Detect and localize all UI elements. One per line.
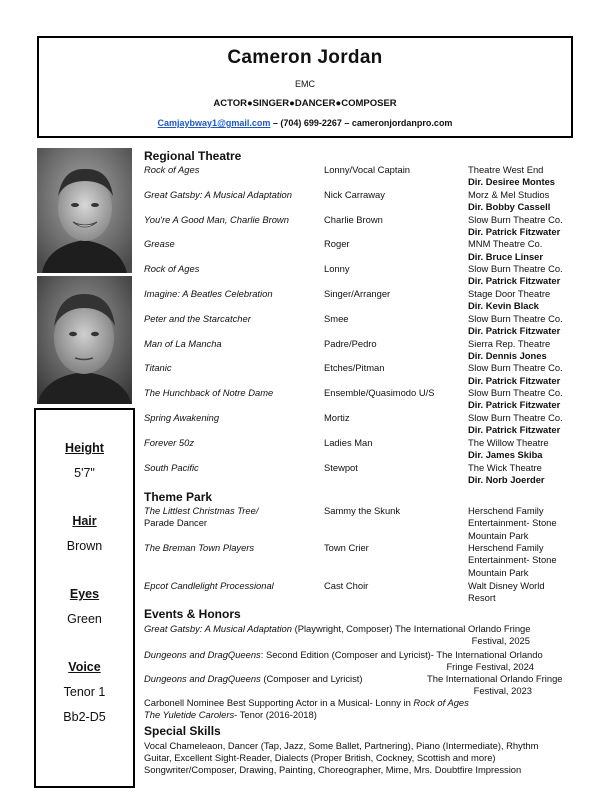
event-5-detail: - Tenor (2016-2018): [234, 709, 317, 720]
credit-role: Mortiz: [324, 412, 350, 423]
credit-director: Dir. Kevin Black: [468, 300, 539, 312]
contact-line: [39, 118, 571, 128]
height-value: 5'7": [74, 466, 95, 480]
credit-role: Padre/Pedro: [324, 337, 377, 349]
credit-role: Etches/Pitman: [324, 362, 385, 374]
credit-director: Dir. Norb Joerder: [468, 473, 545, 485]
credit-director: Dir. Bobby Cassell: [468, 201, 551, 213]
event-3-detail: (Composer and Lyricist): [260, 673, 363, 684]
credit-show: Great Gatsby: A Musical Adaptation: [144, 188, 292, 200]
credit-show: Rock of Ages: [144, 263, 200, 275]
credit-venue: Stage Door Theatre: [468, 288, 551, 299]
header-box: [37, 36, 573, 138]
credit-venue-line-1: Herschend Family: [468, 505, 544, 516]
event-item-5: [144, 709, 578, 721]
credit-role: Roger: [324, 238, 350, 250]
credit-role: Singer/Arranger: [324, 288, 391, 299]
credit-director: Dir. Patrick Fitzwater: [468, 374, 561, 386]
credit-show: Forever 50z: [144, 436, 195, 448]
theme-park-heading: Theme Park: [144, 490, 213, 504]
headshot-smiling: [37, 148, 132, 273]
eyes-label: Eyes: [69, 587, 100, 601]
credit-venue-line-3: Mountain Park: [468, 566, 529, 578]
skills-line-2: Guitar, Excellent Sight-Reader, Dialects (Proper British, Cockney, Scottish and more): [144, 752, 496, 763]
credit-venue: Slow Burn Theatre Co.: [468, 213, 563, 225]
credit-venue: Slow Burn Theatre Co.: [468, 387, 563, 399]
credit-director: Dir. Patrick Fitzwater: [468, 424, 561, 436]
credit-venue: The Wick Theatre: [468, 461, 542, 473]
event-1-year: Festival, 2025: [471, 635, 530, 646]
contact-details: – (704) 699-2267 – cameronjordanpro.com: [270, 118, 453, 128]
hair-value: Brown: [66, 539, 103, 553]
credit-venue: Slow Burn Theatre Co.: [468, 362, 563, 374]
special-skills-heading: Special Skills: [144, 724, 221, 738]
credit-show: The Hunchback of Notre Dame: [144, 387, 274, 399]
credit-role: Lonny/Vocal Captain: [324, 164, 410, 175]
event-2-venue: The International Orlando: [436, 649, 543, 660]
credit-show: Peter and the Starcatcher: [144, 312, 251, 324]
credit-role: Lonny: [324, 263, 350, 275]
event-item-2: [144, 649, 578, 661]
event-2-title: Dungeons and DragQueens: [144, 649, 261, 660]
credit-show: South Pacific: [144, 461, 199, 473]
credit-director: Dir. Desiree Montes: [468, 176, 556, 188]
event-item-4: [144, 697, 578, 709]
voice-range: Bb2-D5: [63, 710, 106, 724]
event-5-title: The Yuletide Carolers: [144, 709, 235, 720]
event-3-year: Festival, 2023: [473, 685, 532, 696]
credit-director: Dir. Dennis Jones: [468, 349, 547, 361]
credit-show: The Breman Town Players: [144, 542, 255, 553]
credit-role: Charlie Brown: [324, 213, 383, 225]
hair-label: Hair: [72, 514, 97, 528]
credit-director: Dir. Patrick Fitzwater: [468, 399, 561, 411]
roles-line: ACTOR●SINGER●DANCER●COMPOSER: [213, 98, 397, 109]
credit-venue: Theatre West End: [468, 164, 544, 175]
credit-venue: Slow Burn Theatre Co.: [468, 312, 563, 324]
credit-show: Imagine: A Beatles Celebration: [144, 288, 273, 299]
credit-role: Ensemble/Quasimodo U/S: [324, 387, 435, 399]
credit-role: Stewpot: [324, 461, 358, 473]
credit-director: Dir. James Skiba: [468, 449, 543, 461]
event-3-title: Dungeons and DragQueens: [144, 673, 261, 684]
headshot-serious: [37, 276, 132, 404]
credit-role: Ladies Man: [324, 436, 373, 448]
credit-show: You're A Good Man, Charlie Brown: [144, 213, 289, 225]
credit-venue: Sierra Rep. Theatre: [468, 337, 551, 349]
credit-role: Town Crier: [324, 542, 369, 553]
credit-show: Spring Awakening: [144, 412, 220, 423]
stats-box: [34, 408, 135, 788]
skills-line-3: Songwriter/Composer, Drawing, Painting, Choreographer, Mime, Mrs. Doubtfire Impression: [144, 764, 522, 775]
credit-show: The Littlest Christmas Tree/: [144, 505, 259, 516]
credit-show: Rock of Ages: [144, 164, 200, 175]
credit-venue: Slow Burn Theatre Co.: [468, 412, 563, 423]
credit-show: Man of La Mancha: [144, 337, 222, 349]
credit-show: Epcot Candlelight Processional: [144, 580, 274, 591]
credit-venue-line-2: Entertainment- Stone: [468, 554, 557, 566]
event-2-detail: : Second Edition (Composer and Lyricist)-: [260, 649, 434, 660]
event-3-venue: The International Orlando Fringe: [427, 673, 563, 684]
event-item-1: [144, 623, 578, 635]
voice-type: Tenor 1: [63, 685, 106, 699]
credit-venue-line-2: Resort: [468, 592, 496, 604]
credit-venue-line-1: Herschend Family: [468, 542, 544, 553]
credit-director: Dir. Patrick Fitzwater: [468, 275, 561, 287]
credit-director: Dir. Patrick Fitzwater: [468, 225, 561, 237]
union-status: EMC: [295, 79, 315, 89]
credit-venue: Slow Burn Theatre Co.: [468, 263, 563, 275]
voice-label: Voice: [68, 660, 101, 674]
event-1-detail: (Playwright, Composer): [291, 623, 393, 634]
event-1-venue: The International Orlando Fringe: [394, 623, 531, 634]
credit-venue: The Willow Theatre: [468, 436, 549, 448]
credit-show: Titanic: [144, 362, 172, 374]
credit-show: Grease: [144, 238, 175, 250]
skills-line-1: Vocal Chameleaon, Dancer (Tap, Jazz, Some Ballet, Partnering), Piano (Intermediate), Rhythm: [144, 740, 539, 751]
height-label: Height: [65, 441, 104, 455]
events-honors-heading: Events & Honors: [144, 607, 241, 621]
credit-role: Smee: [324, 312, 349, 324]
event-4-show: Rock of Ages: [413, 697, 469, 708]
credit-show-extra: Parade Dancer: [144, 517, 208, 529]
credit-venue-line-2: Entertainment- Stone: [468, 517, 557, 529]
credit-director: Dir. Bruce Linser: [468, 250, 544, 262]
eyes-value: Green: [67, 612, 102, 626]
credit-venue: MNM Theatre Co.: [468, 238, 543, 250]
event-1-title: Great Gatsby: A Musical Adaptation: [144, 623, 292, 634]
credit-director: Dir. Patrick Fitzwater: [468, 325, 561, 337]
credit-venue-line-1: Walt Disney World: [468, 580, 545, 591]
event-item-3: [144, 673, 578, 685]
credit-role: Sammy the Skunk: [324, 505, 401, 516]
credit-role: Nick Carraway: [324, 188, 385, 200]
regional-theatre-heading: Regional Theatre: [144, 149, 242, 163]
credit-role: Cast Choir: [324, 580, 369, 591]
event-2-year: Fringe Festival, 2024: [446, 661, 534, 672]
credit-venue-line-3: Mountain Park: [468, 529, 529, 541]
event-4-text: Carbonell Nominee Best Supporting Actor in a Musical- Lonny in: [144, 697, 414, 708]
candidate-name: Cameron Jordan: [227, 47, 383, 68]
email-link[interactable]: Camjaybway1@gmail.com: [157, 118, 271, 128]
credit-venue: Morz & Mel Studios: [468, 188, 550, 200]
